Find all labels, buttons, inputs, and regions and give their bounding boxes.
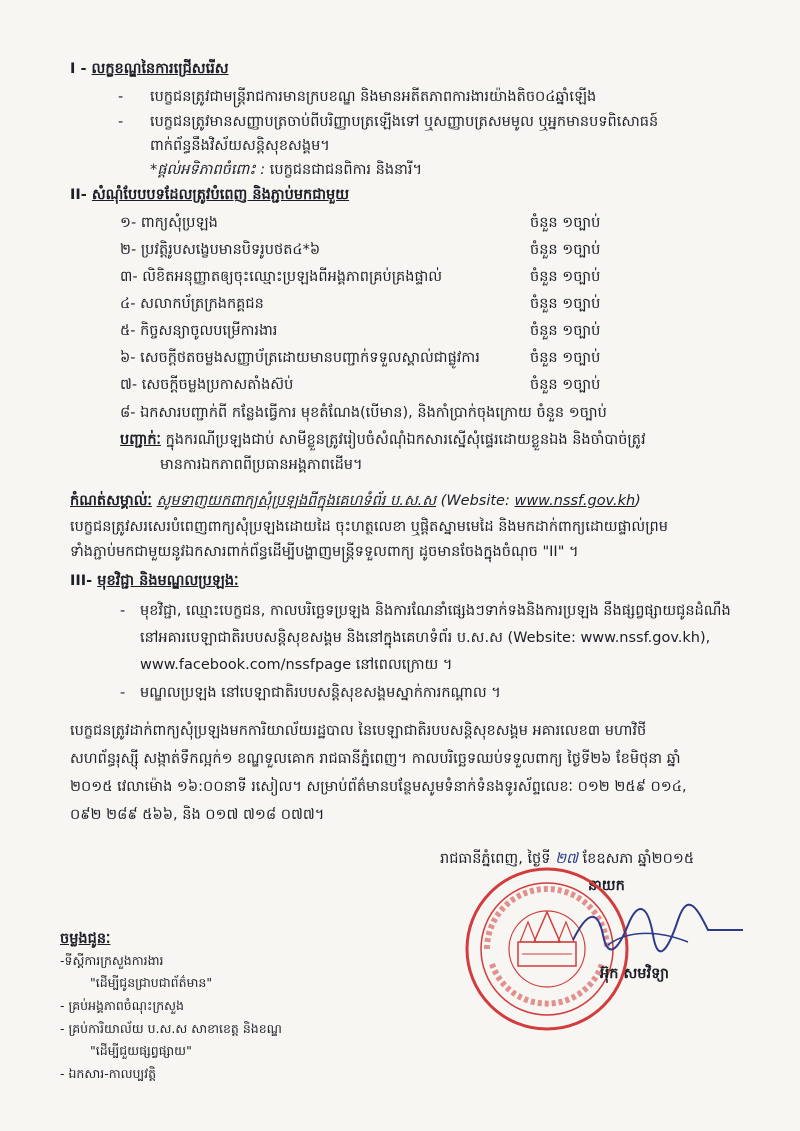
note-text: មានការឯកភាពពីប្រធានអង្គភាពដើម។ bbox=[160, 457, 363, 473]
section3-bullet-text: www.facebook.com/nssfpage នៅពេលក្រោយ ។ bbox=[140, 657, 453, 673]
section2-number: II- bbox=[70, 187, 87, 203]
section3-title: មុខវិជ្ជា និងមណ្ឌលប្រឡងៈ bbox=[97, 573, 239, 589]
note-line bbox=[120, 431, 646, 449]
section1-bullet: - bbox=[118, 89, 124, 105]
cc-item: "ដើម្បីជូនជ្រាបជាព័ត៌មាន" bbox=[90, 975, 213, 990]
section3-bullet-text: មណ្ឌលប្រឡង នៅបេឡាជាតិរបបសន្តិសុខសង្គមស្នាក់ការកណ្តាល ។ bbox=[140, 685, 501, 701]
remark-text: ទាំងភ្ជាប់មកជាមួយនូវឯកសារពាក់ព័ន្ធដើម្បីបង្ហាញមន្ត្រីទទួលពាក្យ ដូចមានចែងក្នុងចំណុច "II" ។ bbox=[70, 544, 579, 560]
date-suffix: ខែឧសភា ឆ្នាំ២០១៥ bbox=[582, 851, 695, 867]
list-item-qty: ចំនួន ១ច្បាប់ bbox=[530, 323, 601, 339]
signature-scribble bbox=[568, 900, 748, 960]
signatory-title: នាយក bbox=[588, 878, 625, 894]
section3-bullet: - bbox=[120, 603, 126, 619]
list-item-qty: ចំនួន ១ច្បាប់ bbox=[530, 242, 601, 258]
list-item: ១- ពាក្យសុំប្រឡង bbox=[120, 215, 218, 231]
remark-label: កំណត់សម្គាល់ៈ bbox=[70, 493, 152, 509]
remark-website-suffix: ) bbox=[635, 493, 641, 509]
section1-heading bbox=[70, 60, 229, 78]
cc-item: "ដើម្បីជួយផ្សព្វផ្សាយ" bbox=[90, 1043, 192, 1058]
signatory-name: អ៊ុក សមវិទ្យា bbox=[600, 966, 669, 982]
cc-item: - គ្រប់អង្គភាពចំណុះក្រសួង bbox=[60, 998, 184, 1013]
section3-bullet: - bbox=[120, 685, 126, 701]
submission-text: ០៩២ ២៨៩ ៥៦៦, និង ០១៧ ៧១៨ ០៧៧។ bbox=[70, 807, 325, 823]
list-item-qty: ចំនួន ១ច្បាប់ bbox=[530, 215, 601, 231]
submission-text: បេក្ខជនត្រូវដាក់ពាក្យសុំប្រឡងមកការិយាល័យរដ្ឋបាល នៃបេឡាជាតិរបបសន្តិសុខសង្គម អគារលេខ៣ មហាវិថី bbox=[70, 723, 647, 739]
section3-bullet-text: មុខវិជ្ជា, ឈ្មោះបេក្ខជន, កាលបរិច្ឆេទប្រឡង និងការណែនាំផ្សេងៗទាក់ទងនិងការប្រឡង នឹងផ្សព្វផ្សាយជូនដំណឹង bbox=[140, 603, 731, 619]
section1-bullet-text: បេក្ខជនត្រូវជាមន្ត្រីរាជការមានក្របខណ្ឌ និងមានអតីតភាពការងារយ៉ាងតិច០៤ឆ្នាំឡើង bbox=[150, 89, 597, 105]
remark-website-prefix: (Website: bbox=[440, 493, 515, 509]
date-prefix: រាជធានីភ្នំពេញ, ថ្ងៃទី bbox=[440, 851, 551, 867]
list-item: ៦- សេចក្តីថតចម្លងសញ្ញាប័ត្រដោយមានបញ្ជាក់ទទួលស្គាល់ជាផ្លូវការ bbox=[120, 350, 480, 366]
list-item: ៥- កិច្ចសន្យាចូលបម្រើការងារ bbox=[120, 323, 278, 339]
list-item: ២- ប្រវត្តិរូបសង្ខេបមានបិទរូបថត៤*៦ bbox=[120, 242, 321, 258]
list-item: ៣- លិខិតអនុញ្ញាតឲ្យចុះឈ្មោះប្រឡងពីអង្គភាពគ្រប់គ្រងផ្ទាល់ bbox=[120, 269, 443, 285]
list-item-qty: ចំនួន ១ច្បាប់ bbox=[530, 377, 601, 393]
cc-item: -ទីស្តីការក្រសួងការងារ bbox=[60, 953, 164, 968]
submission-text: ២០១៥ វេលាម៉ោង ១៦:០០នាទី រសៀល។ សម្រាប់ព័ត៌មានបន្ថែមសូមទំនាក់ទំនងទូរស័ព្ទលេខៈ ០១២ ២៥៩ ០១៤, bbox=[70, 779, 687, 795]
list-item-qty: ចំនួន ១ច្បាប់ bbox=[530, 296, 601, 312]
list-item: ៨- ឯកសារបញ្ជាក់ពី កន្លែងធ្វើការ មុខតំណែង(បើមាន), និងកាំប្រាក់ចុងក្រោយ ចំនួន ១ច្បាប់ bbox=[120, 405, 607, 421]
section1-bullet: - bbox=[118, 114, 124, 130]
section1-bullet-text: ពាក់ព័ន្ធនឹងវិស័យសន្តិសុខសង្គម។ bbox=[150, 138, 330, 154]
remark-text: សូមទាញយកពាក្យសុំប្រឡងពីក្នុងគេហទំព័រ ប.ស.ស bbox=[156, 493, 437, 509]
section1-number: I - bbox=[70, 61, 87, 77]
note-text: ក្នុងករណីប្រឡងជាប់ សាមីខ្លួនត្រូវរៀបចំសំណុំឯកសារស្នើសុំផ្ទេរដោយខ្លួនឯង និងចាំបាច់ត្រូវ bbox=[165, 432, 646, 448]
section3-heading bbox=[70, 572, 239, 590]
priority-text: បេក្ខជនជាជនពិការ និងនារី។ bbox=[269, 162, 423, 178]
list-item-qty: ចំនួន ១ច្បាប់ bbox=[530, 350, 601, 366]
section2-heading bbox=[70, 186, 349, 204]
priority-line bbox=[150, 161, 422, 179]
submission-text: សហព័ន្ធរុស្ស៊ី សង្កាត់ទឹកល្អក់១ ខណ្ឌទួលគោក រាជធានីភ្នំពេញ។ កាលបរិច្ឆេទឈប់ទទួលពាក្យ ថ្ងៃទី២៦ ខែមិថុនា ឆ្នាំ bbox=[70, 751, 681, 767]
date-day-handwritten: ២៧ bbox=[555, 851, 578, 867]
list-item: ៧- សេចក្តីចម្លងប្រកាសតាំងស៊ប់ bbox=[120, 377, 294, 393]
section2-title: សំណុំបែបបទដែលត្រូវបំពេញ និងភ្ជាប់មកជាមួយ bbox=[91, 187, 350, 203]
website-link[interactable]: www.nssf.gov.kh bbox=[514, 493, 636, 509]
section3-number: III- bbox=[70, 573, 93, 589]
cc-item: - ឯកសារ-កាលប្បវត្តិ bbox=[60, 1066, 157, 1081]
list-item-qty: ចំនួន ១ច្បាប់ bbox=[530, 269, 601, 285]
cc-heading: ចម្លងជូនៈ bbox=[60, 931, 111, 947]
note-label: បញ្ជាក់ៈ bbox=[120, 432, 161, 448]
section1-title: លក្ខខណ្ឌនៃការជ្រើសរើស bbox=[91, 61, 229, 77]
priority-label: *ផ្តល់អទិភាពចំពោះ : bbox=[150, 162, 266, 178]
section3-bullet-text: នៅអគារបេឡាជាតិរបបសន្តិសុខសង្គម និងនៅក្នុងគេហទំព័រ ប.ស.ស (Website: www.nssf.gov.kh), bbox=[140, 630, 711, 646]
remark-line bbox=[70, 492, 641, 510]
list-item: ៤- សលាកប័ត្រក្រងកគ្គជន bbox=[120, 296, 264, 312]
cc-item: - គ្រប់ការិយាល័យ ប.ស.ស សាខាខេត្ត និងខណ្ឌ bbox=[60, 1021, 282, 1036]
remark-text: បេក្ខជនត្រូវសរសេរបំពេញពាក្យសុំប្រឡងដោយដៃ ចុះហត្ថលេខា ឬផ្តិតស្នាមមេដៃ និងមកដាក់ពាក្យដោយផ្ទាល់ព្រម bbox=[70, 519, 668, 535]
section1-bullet-text: បេក្ខជនត្រូវមានសញ្ញាបត្រចាប់ពីបរិញ្ញាបត្រឡើងទៅ ឬសញ្ញាបត្រសមមូល ឬអ្នកមានបទពិសោធន៍ bbox=[150, 114, 659, 130]
